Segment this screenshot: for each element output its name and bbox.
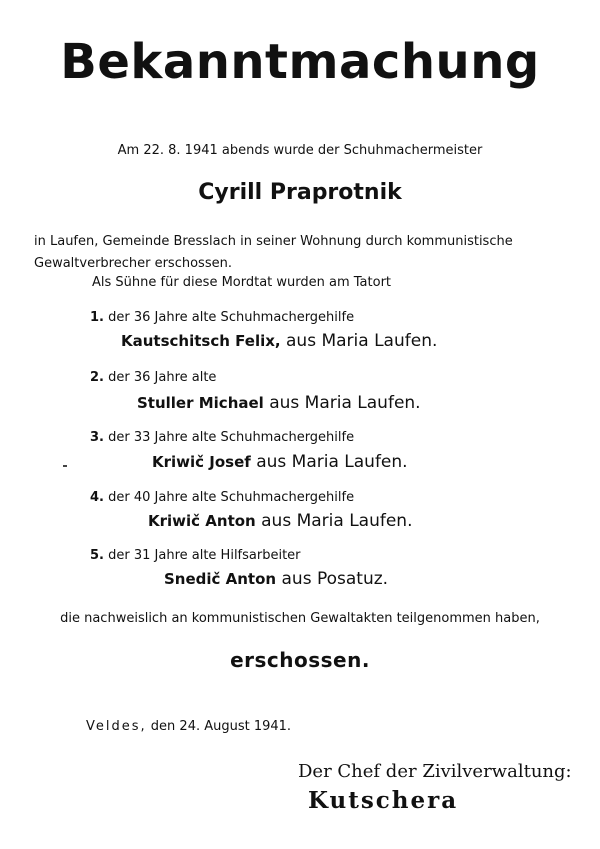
signatory-name: Kutschera — [308, 787, 459, 814]
list-item-person — [137, 393, 421, 413]
person-name: Stuller Michael — [137, 394, 264, 412]
notice-title: Bekanntmachung — [60, 34, 540, 90]
paragraph-circumstances: in Laufen, Gemeinde Bresslach in seiner Wohnung durch kommunistische Gewaltverbrecher erschossen. — [34, 234, 513, 271]
list-item-person — [148, 511, 412, 531]
person-origin: aus Maria Laufen. — [256, 452, 408, 472]
person-name: Snedič Anton — [164, 570, 277, 588]
list-item-person — [121, 331, 437, 351]
closing-line: die nachweislich an kommunistischen Gewaltakten teilgenommen haben, — [60, 611, 540, 626]
person-name: Kriwič Anton — [148, 512, 256, 530]
date: den 24. August 1941. — [150, 719, 292, 734]
list-item-description — [90, 490, 354, 505]
list-item-description — [90, 310, 354, 325]
person-origin: aus Posatuz. — [281, 569, 389, 589]
list-item-desc: der 31 Jahre alte Hilfsarbeiter — [108, 548, 301, 563]
list-item-number: 2. — [90, 370, 104, 385]
paragraph-reprisal: Als Sühne für diese Mordtat wurden am Tatort — [92, 275, 392, 290]
list-item-desc: der 33 Jahre alte Schuhmachergehilfe — [108, 430, 355, 445]
person-name: Kautschitsch Felix, — [121, 332, 281, 350]
victim-name: Cyrill Praprotnik — [198, 180, 402, 205]
list-item-person — [164, 569, 388, 589]
list-item-person — [152, 452, 408, 472]
person-origin: aus Maria Laufen. — [261, 511, 413, 531]
list-item-description — [90, 430, 354, 445]
person-name: Kriwič Josef — [152, 453, 251, 471]
place-name: Veldes, — [86, 719, 147, 734]
list-item-description — [90, 548, 301, 563]
print-speck — [63, 465, 67, 467]
place-date — [86, 719, 291, 734]
signatory-title: Der Chef der Zivilverwaltung: — [298, 761, 572, 782]
list-item-number: 4. — [90, 490, 104, 505]
person-origin: aus Maria Laufen. — [286, 331, 438, 351]
list-item-number: 5. — [90, 548, 104, 563]
list-item-description — [90, 370, 216, 385]
verdict: erschossen. — [230, 648, 370, 672]
list-item-number: 1. — [90, 310, 104, 325]
list-item-desc: der 36 Jahre alte Schuhmachergehilfe — [108, 310, 355, 325]
list-item-desc: der 36 Jahre alte — [108, 370, 217, 385]
person-origin: aus Maria Laufen. — [269, 393, 421, 413]
list-item-number: 3. — [90, 430, 104, 445]
list-item-desc: der 40 Jahre alte Schuhmachergehilfe — [108, 490, 355, 505]
intro-line: Am 22. 8. 1941 abends wurde der Schuhmachermeister — [117, 143, 483, 158]
